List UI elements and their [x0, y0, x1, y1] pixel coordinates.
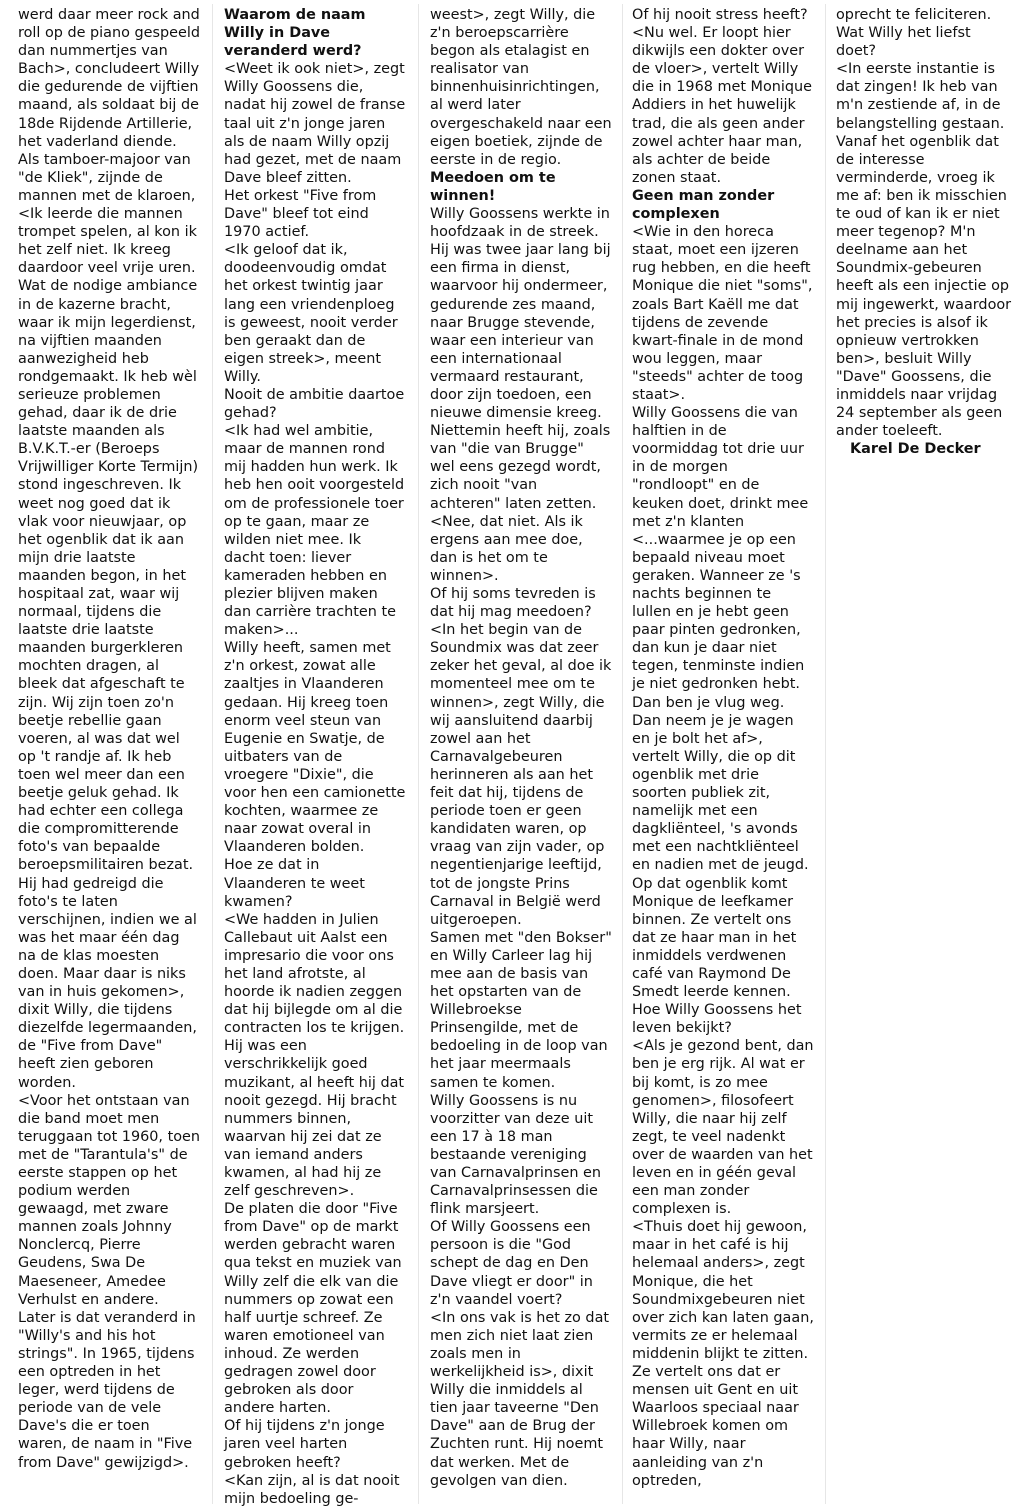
article-paragraph: Nooit de ambitie daartoe gehad? — [224, 386, 405, 422]
article-paragraph: <In het begin van de Soundmix was dat zeer zeker het geval, al doe ik momenteel mee om te winnen>, zegt Willy, die wij aansluitend daarbij zowel aan het Carnavalgebeuren herinneren als aan het feit dat hij, tijdens de periode toen er geen kandidaten waren, op vraag van zijn vader, op negentienjarige leeftijd, tot de jongste Prins Carnaval in België werd uitgeroepen. — [430, 622, 612, 928]
article-paragraph: <Ik geloof dat ik, doodeenvoudig omdat het orkest twintig jaar lang een vriendenploeg is geweest, nooit verder ben geraakt dan de eigen streek>, meent Willy. — [224, 242, 398, 385]
article-paragraph: Of hij nooit stress heeft? — [632, 7, 808, 23]
article-paragraph: Wat Willy het liefst doet? — [836, 25, 971, 60]
article-paragraph: <Weet ik ook niet>, zegt Willy Goossens die, nadat hij zowel de franse taal uit z'n jonge jaren als de naam Willy opzij had gezet, met de naam Dave bleef zitten. — [224, 61, 406, 186]
article-column-5 — [836, 6, 1012, 458]
article-paragraph: <Kan zijn, al is dat nooit mijn bedoeling ge- — [224, 1472, 400, 1507]
article-paragraph: <Ik had wel ambitie, maar de mannen rond mij hadden hun werk. Ik heb hen ooit voorgesteld om de professionele toer op te gaan, maar ze wilden niet mee. Ik dacht toen: liever kameraden hebben en plezier blijven maken dan carrière trachten te maken>... — [224, 423, 405, 639]
article-paragraph: <Wie in den horeca staat, moet een ijzeren rug hebben, en die heeft Monique die niet "soms", zoals Bart Kaëll me dat tijdens de zevende kwart-finale in de mond wou leggen, maar "steeds" achter de toog staat>. — [632, 224, 813, 403]
column-divider — [825, 4, 826, 1504]
article-paragraph: Willy Goossens werkte in hoofdzaak in de streek. Hij was twee jaar lang bij een firma in dienst, waarvoor hij ondermeer, gedurende zes maand, naar Brugge stevende, waar een interieur van een internationaal vermaard restaurant, door zijn toedoen, een nieuwe dimensie kreeg. — [430, 206, 611, 422]
article-paragraph: Niettemin heeft hij, zoals van "die van Brugge" wel eens gezegd wordt, zich nooit "van achteren" laten zetten. — [430, 423, 611, 512]
article-paragraph: Op dat ogenblik komt Monique de leefkamer binnen. Ze vertelt ons dat ze haar man in het inmiddels verdwenen café van Raymond De Smedt leerde kennen. — [632, 875, 797, 1001]
article-paragraph: Ze vertelt ons dat er mensen uit Gent en uit Waarloos speciaal naar Willebroek komen om haar Willy, naar aanleiding van z'n optreden, — [632, 1364, 799, 1489]
article-paragraph: <Thuis doet hij gewoon, maar in het café is hij helemaal anders>, zegt Monique, die het Soundmixgebeuren niet over zich kan laten gaan, vermits ze er helemaal middenin blijkt te zitten. — [632, 1219, 814, 1362]
article-column-2 — [224, 6, 406, 1508]
article-column-4 — [632, 6, 814, 1490]
article-paragraph: weest>, zegt Willy, die z'n beroepscarrière begon als etalagist en realisator van binnenhuisinrichtingen, al werd later overgeschakeld naar een eigen boetiek, zijnde de eerste in de regio. — [430, 7, 612, 168]
article-paragraph: Willy Goossens die van halftien in de voormiddag tot drie uur in de morgen "rondloopt" en de keuken doet, drinkt mee met z'n klanten — [632, 405, 809, 530]
article-paragraph: werd daar meer rock and roll op de piano gespeeld dan nummertjes van Bach>, concludeert Willy die gedurende de vijftien maand, als soldaat bij de 18de Rijdende Artillerie, het vaderland diende. Als tamboer-majoor van "de Kliek", zijnde de mannen met de klaroen, — [18, 7, 200, 204]
article-paragraph: <Voor het ontstaan van die band moet men teruggaan tot 1960, toen met de "Tarantula's" de eerste stappen op het podium werden gewaagd, met zware mannen zoals Johnny Nonclercq, Pierre Geudens, Swa De Maeseneer, Amedee Verhulst en andere. Later is dat veranderd in "Willy's and his hot strings". In 1965, tijdens een optreden in het leger, werd tijdens de periode van de vele Dave's die er toen waren, de naam in "Five from Dave" gewijzigd>. — [18, 1092, 200, 1471]
article-paragraph: oprecht te feliciteren. — [836, 7, 992, 23]
column-divider — [212, 4, 213, 1504]
section-heading: Geen man zonder complexen — [632, 187, 775, 223]
column-divider — [418, 4, 419, 1504]
article-paragraph: Willy heeft, samen met z'n orkest, zowat alle zaaltjes in Vlaanderen gedaan. Hij kreeg toen enorm veel steun van Eugenie en Swatje, de uitbaters van de vroegere "Dixie", die voor hen een camionette kochten, waarmee ze naar zowat overal in Vlaanderen bolden. — [224, 640, 406, 856]
article-paragraph: <Als je gezond bent, dan ben je erg rijk. Al wat er bij komt, is zo mee genomen>, filosofeert Willy, die naar hij zelf zegt, te veel nadenkt over de waarden van het leven en in géén geval een man zonder complexen is. — [632, 1038, 814, 1218]
article-paragraph: <In ons vak is het zo dat men zich niet laat zien zoals men in werkelijkheid is>, dixit Willy die inmiddels al tien jaar taveerne "Den Dave" aan de Brug der Zuchten runt. Hij noemt dat werken. Met de gevolgen van dien. — [430, 1309, 610, 1489]
article-paragraph: <...waarmee je op een bepaald niveau moet geraken. Wanneer ze 's nachts beginnen te lullen en je hebt geen paar pinten gedronken, dan kun je daar niet tegen, tenminste indien je niet gedronken hebt. Dan ben je vlug weg. Dan neem je je wagen en je bolt het af>, vertelt Willy, die op dit ogenblik met drie soorten publiek zit, namelijk met een dagkliënteel, 's avonds met een nachtkliënteel en nadien met de jeugd. — [632, 531, 809, 874]
column-divider — [622, 4, 623, 1504]
article-paragraph: Willy Goossens is nu voorzitter van deze uit een 17 à 18 man bestaande vereniging van Carnavalprinsen en Carnavalprinsessen die flink marsjeert. — [430, 1092, 602, 1218]
article-paragraph: Of hij soms tevreden is dat hij mag meedoen? — [430, 586, 596, 621]
article-paragraph: <In eerste instantie is dat zingen! Ik heb van m'n zestiende af, in de belangstelling gestaan. Vanaf het ogenblik dat de interesse verminderde, vroeg ik me af: ben ik misschien te oud of kan ik er niet meer tegenop? M'n deelname aan het Soundmix-gebeuren heeft als een injectie op mij ingewerkt, waardoor het precies is alsof ik opnieuw vertrokken ben>, besluit Willy "Dave" Goossens, die inmiddels naar vrijdag 24 september als geen ander toeleeft. — [836, 61, 1012, 440]
article-paragraph: Of Willy Goossens een persoon is die "God schept de dag en Den Dave vliegt er door" in z'n vaandel voert? — [430, 1219, 593, 1308]
author-byline: Karel De Decker — [850, 441, 981, 458]
article-column-3 — [430, 6, 612, 1490]
section-heading: Waarom de naam Willy in Dave veranderd werd? — [224, 7, 366, 60]
article-paragraph: Of hij tijdens z'n jonge jaren veel harten gebroken heeft? — [224, 1418, 385, 1471]
article-column-1 — [18, 6, 200, 1472]
section-heading: Meedoen om te winnen! — [430, 169, 556, 204]
article-paragraph: <Nu wel. Er loopt hier dikwijls een dokter over de vloer>, vertelt Willy die in 1968 met Monique Addiers in het huwelijk trad, die als geen ander zowel achter haar man, als achter de beide zonen staat. — [632, 25, 812, 186]
article-paragraph: Hoe Willy Goossens het leven bekijkt? — [632, 1002, 802, 1037]
article-paragraph: <Nee, dat niet. Als ik ergens aan mee doe, dan is het om te winnen>. — [430, 513, 583, 584]
article-paragraph: Samen met "den Bokser" en Willy Carleer lag hij mee aan de basis van het opstarten van de Willebroekse Prinsengilde, met de bedoeling in de loop van het jaar meermaals samen te komen. — [430, 929, 612, 1091]
article-paragraph: Hoe ze dat in Vlaanderen te weet kwamen? — [224, 857, 365, 910]
article-paragraph: Het orkest "Five from Dave" bleef tot eind 1970 actief. — [224, 187, 377, 241]
article-paragraph: De platen die door "Five from Dave" op de markt werden gebracht waren qua tekst en muziek van Willy zelf die elk van die nummers op zowat een half uurtje schreef. Ze waren emotioneel van inhoud. Ze werden gedragen zowel door gebroken als door andere harten. — [224, 1201, 402, 1417]
article-paragraph: <We hadden in Julien Callebaut uit Aalst een impresario die voor ons het land afrotste, al hoorde ik nadien zeggen dat hij bijlegde om al die contracten los te krijgen. Hij was een verschrikkelijk goed muzikant, al heeft hij dat nooit gezegd. Hij bracht nummers binnen, waarvan hij zei dat ze van iemand anders kwamen, al had hij ze zelf geschreven>. — [224, 911, 405, 1200]
article-paragraph: <Ik leerde die mannen trompet spelen, al kon ik het zelf niet. Ik kreeg daardoor veel vrije uren. Wat de nodige ambiance in de kazerne bracht, waar ik mijn legerdienst, na vijftien maanden aanwezigheid heb rondgemaakt. Ik heb wèl serieuze problemen gehad, daar ik de drie laatste maanden als B.V.K.T.-er (Beroeps Vrijwilliger Korte Termijn) stond ingeschreven. Ik weet nog goed dat ik vlak voor nieuwjaar, op het ogenblik dat ik aan mijn drie laatste maanden begon, in het hospitaal zat, waar wij normaal, tijdens die laatste drie laatste maanden burgerkleren mochten dragen, al bleek dat afgeschaft te zijn. Wij zijn toen zo'n beetje rebellie gaan voeren, al was dat wel op 't randje af. Ik heb toen wel meer dan een beetje geluk gehad. Ik had echter een collega die compromitterende foto's van bepaalde beroepsmilitairen bezat. Hij had gedreigd die foto's te laten verschijnen, indien we al was het maar één dag na de klas moesten doen. Maar daar is niks van in huis gekomen>, dixit Willy, die tijdens diezelfde legermaanden, de "Five from Dave" heeft zien geboren worden. — [18, 206, 199, 1091]
